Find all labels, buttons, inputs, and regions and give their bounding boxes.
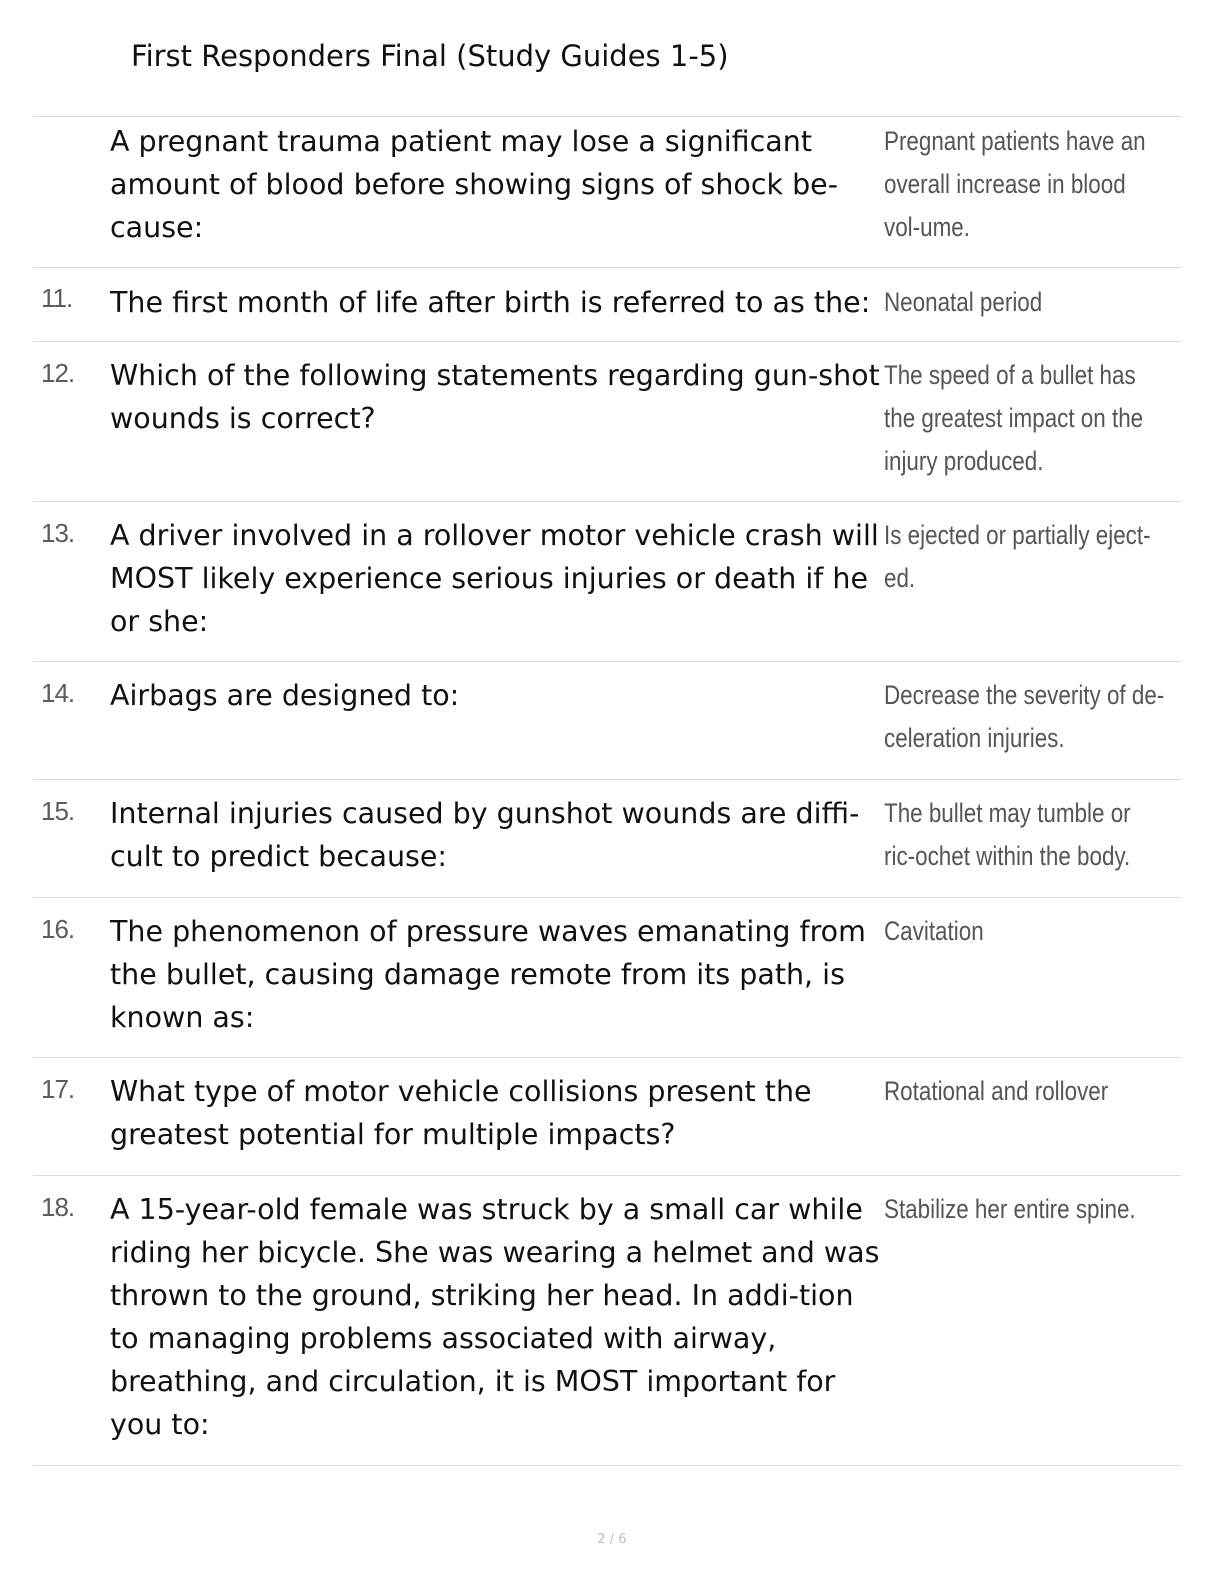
question-number: 12. — [41, 358, 75, 388]
table-row — [33, 1058, 1181, 1176]
answer-text: Cavitation — [884, 916, 984, 946]
question-number: 14. — [41, 678, 75, 708]
question-text: Which of the following statements regarding gun-shot wounds is correct? — [110, 359, 880, 435]
table-row — [33, 1176, 1181, 1466]
table-row — [33, 780, 1181, 898]
question-number: 15. — [41, 796, 75, 826]
question-number: 11. — [41, 283, 73, 313]
question-text: Internal injuries caused by gunshot wounds are diffi-cult to predict because: — [110, 797, 860, 873]
question-text: A pregnant trauma patient may lose a significant amount of blood before showing signs of shock be-cause: — [110, 125, 839, 244]
table-row — [33, 662, 1181, 780]
page-number: 2 / 6 — [597, 1532, 627, 1547]
question-number: 16. — [41, 914, 75, 944]
answer-text: Rotational and rollover — [884, 1076, 1109, 1106]
answer-text: The bullet may tumble or ric-ochet within the body. — [884, 798, 1131, 871]
document-title: First Responders Final (Study Guides 1-5) — [131, 39, 729, 73]
answer-text: Decrease the severity of de-celeration injuries. — [884, 680, 1165, 753]
table-row — [33, 342, 1181, 502]
question-text: A 15-year-old female was struck by a small car while riding her bicycle. She was wearing a helmet and was thrown to the ground, striking her head. In addi-tion to managing problems associated with airway, breathing, and circulation, it is MOST important for you to: — [110, 1193, 880, 1441]
answer-text: Neonatal period — [884, 287, 1043, 317]
question-text: A driver involved in a rollover motor vehicle crash will MOST likely experience serious injuries or death if he or she: — [110, 519, 879, 638]
table-row — [33, 268, 1181, 342]
question-text: What type of motor vehicle collisions present the greatest potential for multiple impacts? — [110, 1075, 812, 1151]
question-text: The first month of life after birth is referred to as the: — [110, 286, 871, 319]
answer-text: Stabilize her entire spine. — [884, 1194, 1136, 1224]
table-row — [33, 502, 1181, 662]
question-number: 17. — [41, 1074, 75, 1104]
answer-text: Pregnant patients have an overall increase in blood vol-ume. — [884, 126, 1146, 242]
answer-text: The speed of a bullet has the greatest impact on the injury produced. — [884, 360, 1144, 476]
question-number: 18. — [41, 1192, 75, 1222]
table-row — [33, 898, 1181, 1058]
table-row — [33, 117, 1181, 268]
answer-text: Is ejected or partially eject-ed. — [884, 520, 1151, 593]
question-text: The phenomenon of pressure waves emanating from the bullet, causing damage remote from its path, is known as: — [110, 915, 866, 1034]
question-text: Airbags are designed to: — [110, 679, 460, 712]
study-guide-table — [33, 116, 1181, 1466]
question-number: 13. — [41, 518, 75, 548]
